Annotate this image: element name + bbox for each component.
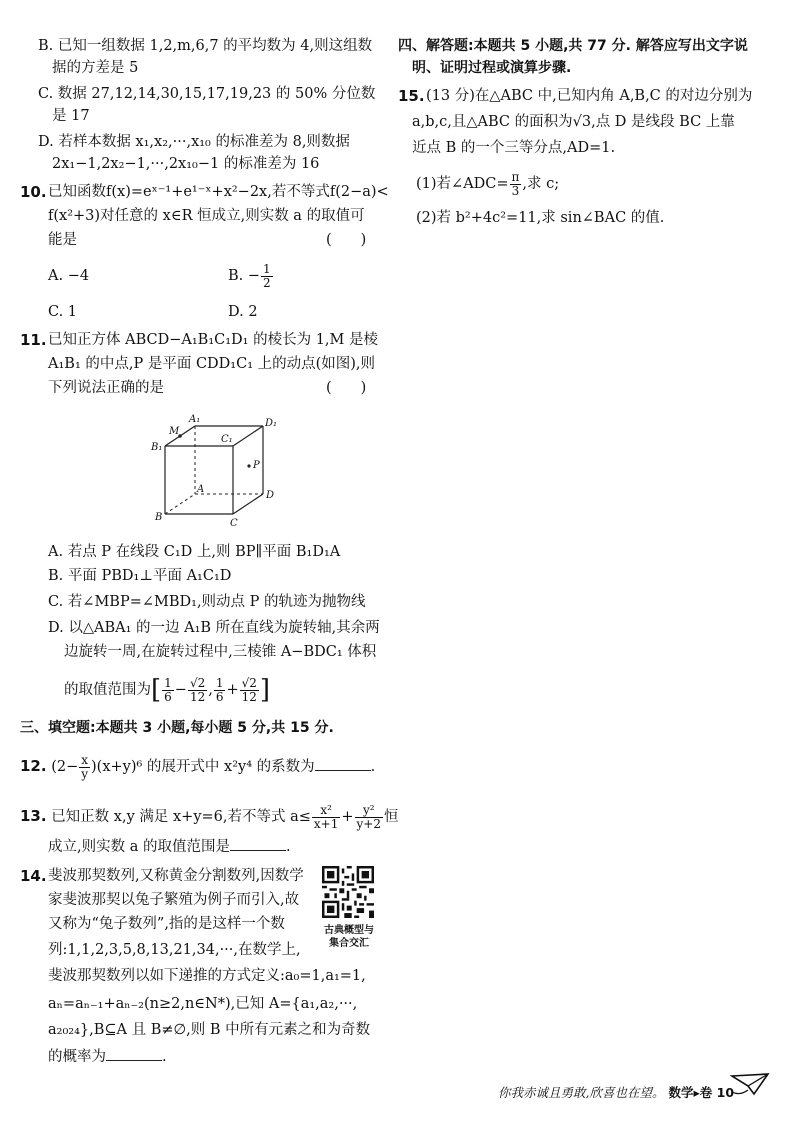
frac-denominator: 6	[164, 689, 172, 704]
footer-motto: 你我赤诚且勇敢,欣喜也在望。	[498, 1085, 665, 1100]
q13-line2: 成立,则实数 a 的取值范围是	[48, 839, 230, 855]
q11-line1: 已知正方体 ABCD−A₁B₁C₁D₁ 的棱长为 1,M 是棱	[48, 332, 378, 348]
q12-number: 12.	[20, 757, 47, 775]
q9-option-d-line2: 2x₁−1,2x₂−1,···,2x₁₀−1 的标准差为 16	[52, 156, 320, 172]
q11-option-d-line3: 的取值范围为[ $\frac{1}{6}$ − $\frac{√2}{12}$ , $\frac{1}{6}$ + $\frac{√2}{12}$ ]	[64, 675, 271, 705]
q11-line2: A₁B₁ 的中点,P 是平面 CDD₁C₁ 上的动点(如图),则	[48, 356, 376, 372]
q13-end: .	[285, 839, 291, 855]
q13-fraction-2	[355, 804, 383, 831]
q14-line6: aₙ=aₙ₋₁+aₙ₋₂(n≥2,n∈N*),已知 A={a₁,a₂,···,	[48, 996, 358, 1012]
frac-numerator: 1	[215, 675, 224, 690]
q15-part1-fraction	[510, 171, 522, 198]
frac-numerator: x²	[312, 804, 340, 818]
range-frac-1	[162, 677, 174, 704]
q13-line2-wrap	[48, 836, 291, 857]
edge-c1d1	[233, 426, 263, 446]
label-c1: C₁	[221, 434, 233, 445]
q12-fraction	[79, 754, 90, 781]
q10-line1: 已知函数f(x)=eˣ⁻¹+e¹⁻ˣ+x²−2x,若不等式f(2−a)<	[48, 184, 389, 200]
q11-option-d-line2: 边旋转一周,在旋转过程中,三棱锥 A−BDC₁ 体积	[64, 644, 377, 660]
qr-code-icon[interactable]	[322, 866, 374, 918]
label-d1: D₁	[265, 418, 278, 429]
label-a1: A₁	[189, 414, 201, 425]
q13-number: 13.	[20, 807, 47, 825]
frac-denominator: y+2	[356, 816, 381, 831]
label-b1: B₁	[151, 442, 163, 453]
q14-line8: 的概率为	[48, 1049, 106, 1065]
question-13	[20, 798, 399, 835]
page-footer	[498, 1083, 734, 1101]
q14-line7: a₂₀₂₄},B⊆A 且 B≠∅,则 B 中所有元素之和为奇数	[48, 1022, 371, 1038]
footer-subject: 数学	[668, 1085, 694, 1100]
frac-denominator: 12	[189, 689, 206, 704]
footer-arrow-icon: ▸	[693, 1085, 700, 1100]
edge-cd	[233, 494, 263, 514]
q15-part1-post: ,求 c;	[522, 176, 560, 192]
q14-line5: 斐波那契数列以如下递推的方式定义:a₀=1,a₁=1,	[48, 968, 366, 984]
q14-answer-blank[interactable]	[106, 1046, 162, 1061]
paper-plane-icon	[730, 1072, 770, 1098]
q15-line1: (13 分)在△ABC 中,已知内角 A,B,C 的对边分别为	[426, 88, 753, 104]
q10-answer-paren: ( )	[326, 232, 367, 248]
label-m: M	[169, 426, 180, 437]
q9-option-c-line1: C. 数据 27,12,14,30,15,17,19,23 的 50% 分位数	[38, 86, 376, 102]
bracket-left: [	[151, 675, 162, 705]
section-4-heading-line2: 明、证明过程或演算步骤.	[412, 60, 572, 76]
q11-answer-paren: ( )	[326, 380, 367, 396]
question-12	[20, 748, 375, 785]
frac-denominator: 6	[215, 689, 224, 704]
q10-option-d: D. 2	[228, 304, 258, 320]
q10-line2: f(x²+3)对任意的 x∈R 恒成立,则实数 a 的取值可	[48, 208, 365, 224]
q13-pre: 已知正数 x,y 满足 x+y=6,若不等式 a≤	[51, 809, 311, 825]
q10-line3: 能是	[48, 232, 77, 248]
section-3-heading: 三、填空题:本题共 3 小题,每小题 5 分,共 15 分.	[20, 720, 334, 736]
frac-numerator: 1	[263, 261, 271, 276]
label-c: C	[230, 518, 238, 528]
frac-denominator: y	[81, 766, 89, 781]
qr-caption-line2: 集合交汇	[329, 938, 369, 949]
q14-end: .	[162, 1049, 167, 1065]
q15-part1	[416, 166, 559, 202]
q15-part1-pre: (1)若∠ADC=	[416, 176, 509, 192]
frac-numerator: √2	[189, 675, 206, 690]
q15-number: 15.	[398, 87, 425, 105]
label-p: P	[253, 460, 260, 471]
range-frac-4	[240, 677, 259, 704]
q10-option-b-prefix: B. −	[228, 268, 261, 284]
q10-option-b	[228, 258, 274, 294]
q10-option-a: A. −4	[48, 268, 90, 284]
q14-line1: 斐波那契数列,又称黄金分割数列,因数学	[48, 868, 304, 884]
q15-line3: 近点 B 的一个三等分点,AD=1.	[412, 140, 616, 156]
frac-numerator: √2	[241, 675, 257, 690]
frac-denominator: x+1	[313, 816, 339, 831]
label-b: B	[155, 512, 163, 523]
q11-option-c: C. 若∠MBP=∠MBD₁,则动点 P 的轨迹为抛物线	[48, 594, 366, 610]
range-frac-2	[188, 677, 207, 704]
q11-option-a: A. 若点 P 在线段 C₁D 上,则 BP∥平面 B₁D₁A	[48, 544, 341, 560]
label-d: D	[266, 490, 275, 501]
q14-line2: 家斐波那契以兔子繁殖为例子而引入,故	[48, 892, 300, 908]
q13-answer-blank[interactable]	[230, 836, 286, 851]
footer-volume: 卷 10	[699, 1085, 735, 1100]
q11-range-prefix: 的取值范围为	[64, 682, 151, 698]
q11-option-d-line1: D. 以△ABA₁ 的一边 A₁B 所在直线为旋转轴,其余两	[48, 620, 380, 636]
point-p	[247, 464, 250, 467]
bracket-right: ]	[259, 675, 271, 705]
frac-numerator: x	[81, 752, 89, 767]
qr-caption-line1: 古典概型与	[324, 925, 374, 936]
q15-part2: (2)若 b²+4c²=11,求 sin∠BAC 的值.	[416, 210, 665, 226]
cube-figure	[145, 408, 285, 528]
q10-option-b-fraction	[261, 263, 273, 290]
q12-post: )(x+y)⁶ 的展开式中 x²y⁴ 的系数为	[91, 759, 315, 775]
q10-number: 10.	[20, 183, 47, 201]
frac-denominator: 12	[241, 689, 257, 704]
frac-denominator: 2	[263, 275, 271, 290]
q14-line3: 又称为“兔子数列”,指的是这样一个数	[48, 916, 285, 932]
q11-option-b: B. 平面 PBD₁⊥平面 A₁C₁D	[48, 568, 232, 584]
q13-plus: +	[341, 809, 354, 825]
q14-number: 14.	[20, 867, 47, 885]
q12-end: .	[370, 759, 376, 775]
hidden-edge-ab	[165, 494, 195, 514]
frac-numerator: y²	[355, 804, 383, 818]
q15-line2: a,b,c,且△ABC 的面积为√3,点 D 是线段 BC 上靠	[412, 114, 735, 130]
q10-option-c: C. 1	[48, 304, 78, 320]
q13-fraction-1	[312, 804, 340, 831]
frac-denominator: 3	[511, 183, 520, 198]
qr-caption	[318, 924, 380, 950]
q9-option-c-line2: 是 17	[52, 108, 90, 124]
section-4-heading-line1: 四、解答题:本题共 5 小题,共 77 分. 解答应写出文字说	[398, 38, 748, 54]
q14-line4: 列:1,1,2,3,5,8,13,21,34,···,在数学上,	[48, 942, 301, 958]
q9-option-b-line2: 据的方差是 5	[52, 60, 139, 76]
label-a: A	[197, 484, 205, 495]
q12-pre: (2−	[51, 759, 79, 775]
q12-answer-blank[interactable]	[315, 756, 371, 771]
frac-numerator: 1	[164, 675, 172, 690]
q9-option-d-line1: D. 若样本数据 x₁,x₂,···,x₁₀ 的标准差为 8,则数据	[38, 134, 350, 150]
range-frac-3	[214, 677, 226, 704]
q14-line8-wrap	[48, 1046, 167, 1067]
frac-numerator: π	[511, 169, 520, 184]
q13-post: 恒	[384, 809, 399, 825]
q11-number: 11.	[20, 331, 47, 349]
q9-option-b-line1: B. 已知一组数据 1,2,m,6,7 的平均数为 4,则这组数	[38, 38, 373, 54]
q11-line3: 下列说法正确的是	[48, 380, 164, 396]
